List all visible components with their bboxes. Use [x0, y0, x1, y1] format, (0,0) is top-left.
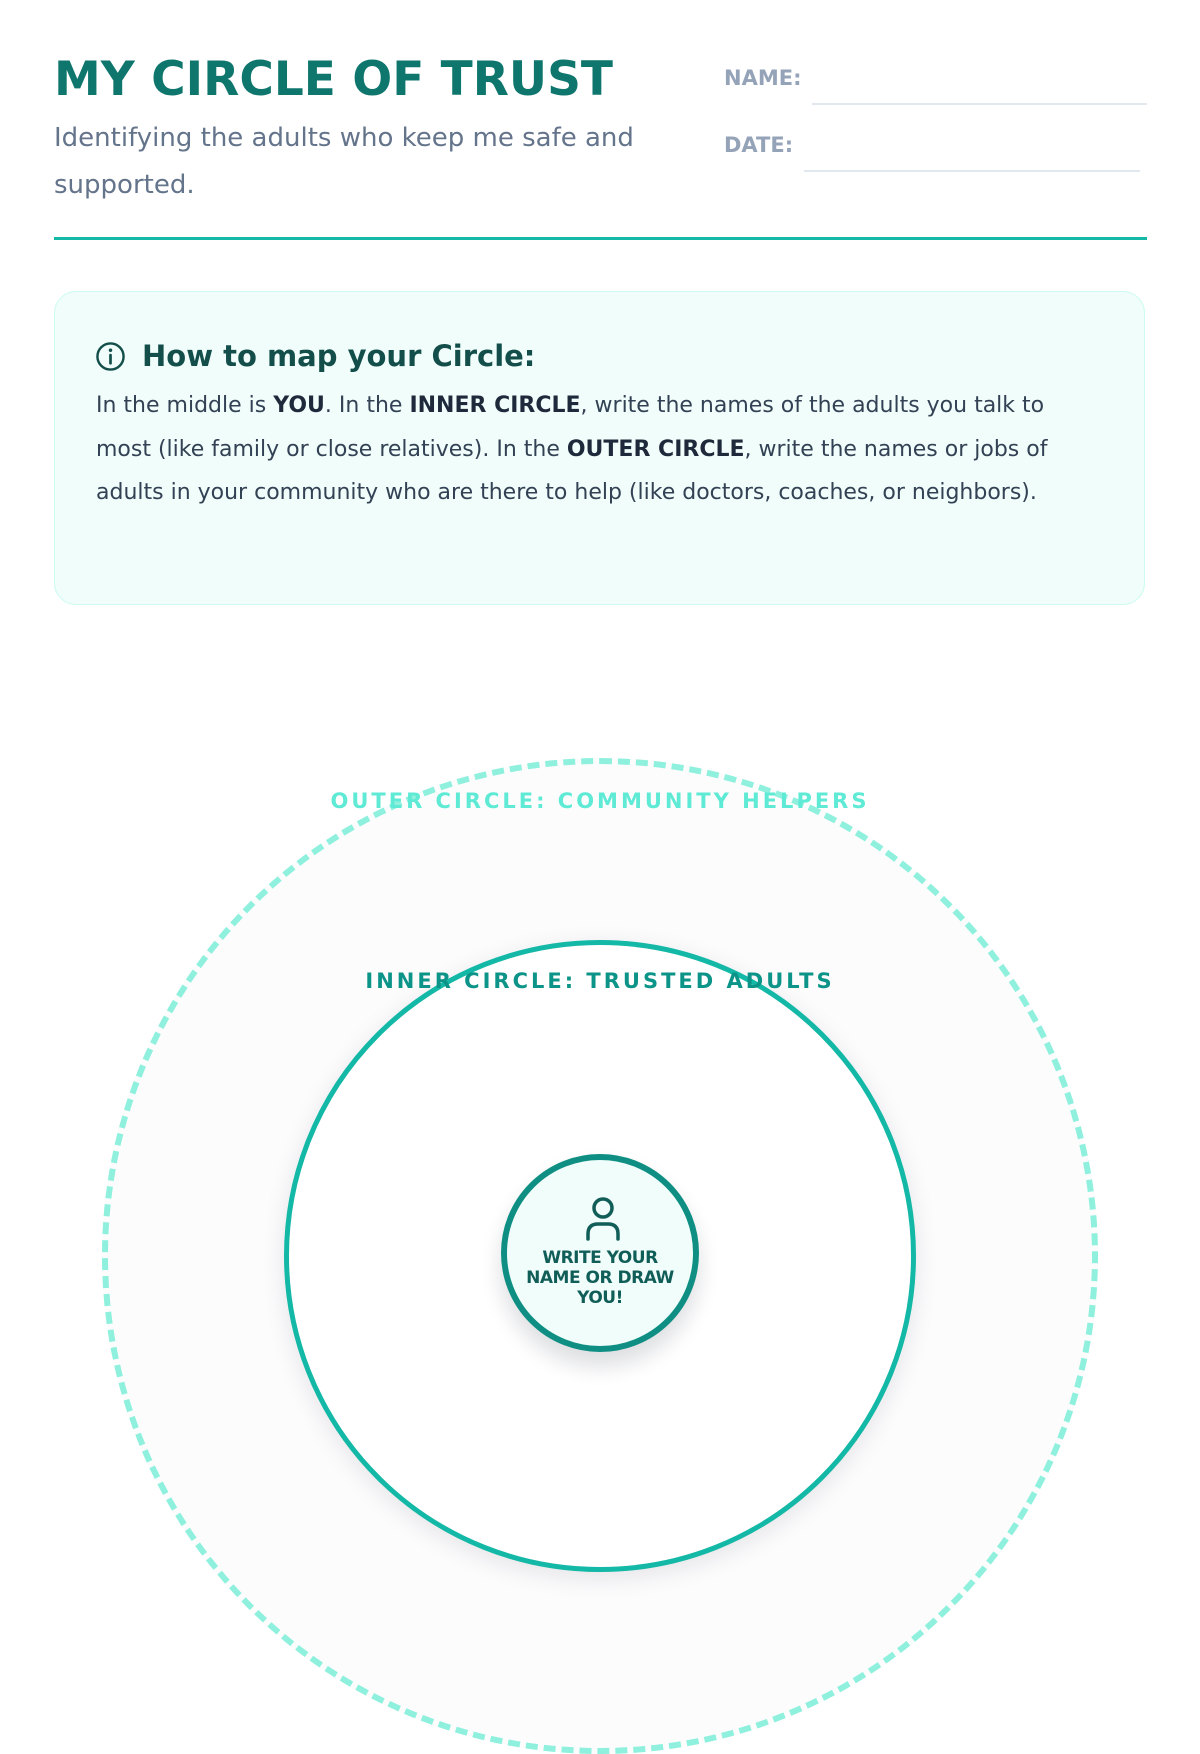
- instructions-text: [96, 384, 1096, 515]
- date-label: DATE:: [724, 133, 794, 157]
- instructions-title: How to map your Circle:: [142, 339, 536, 373]
- instructions-text-part: , write the names or jobs of adults in your community who are there to help (like doctors, coaches, or neighbors).: [96, 436, 1048, 505]
- instructions-text-part: . In the: [324, 393, 410, 418]
- outer-circle-label: OUTER CIRCLE: COMMUNITY HELPERS: [330, 789, 870, 813]
- center-prompt: WRITE YOUR NAME OR DRAW YOU!: [526, 1248, 674, 1308]
- info-icon: [95, 341, 126, 372]
- center-circle[interactable]: [501, 1154, 699, 1352]
- inner-circle-label: INNER CIRCLE: TRUSTED ADULTS: [365, 969, 835, 993]
- worksheet-header: [54, 0, 1147, 240]
- instructions-heading: [95, 336, 535, 376]
- page-title: MY CIRCLE OF TRUST: [54, 52, 613, 107]
- name-label: NAME:: [724, 66, 802, 90]
- user-icon: [585, 1196, 621, 1242]
- page-subtitle: Identifying the adults who keep me safe and supported.: [54, 123, 634, 200]
- circle-diagram: [0, 640, 1200, 1600]
- name-field[interactable]: [812, 103, 1147, 105]
- instructions-text-part: , write the names of the adults you talk to most (like family or close relatives). In the: [96, 393, 1045, 462]
- instructions-box: [54, 291, 1145, 605]
- instructions-keyword-you: YOU: [273, 393, 325, 418]
- instructions-keyword-outer: OUTER CIRCLE: [566, 436, 745, 462]
- instructions-text-part: In the middle is: [96, 393, 274, 418]
- date-field[interactable]: [804, 170, 1140, 172]
- instructions-keyword-inner: INNER CIRCLE: [409, 393, 581, 418]
